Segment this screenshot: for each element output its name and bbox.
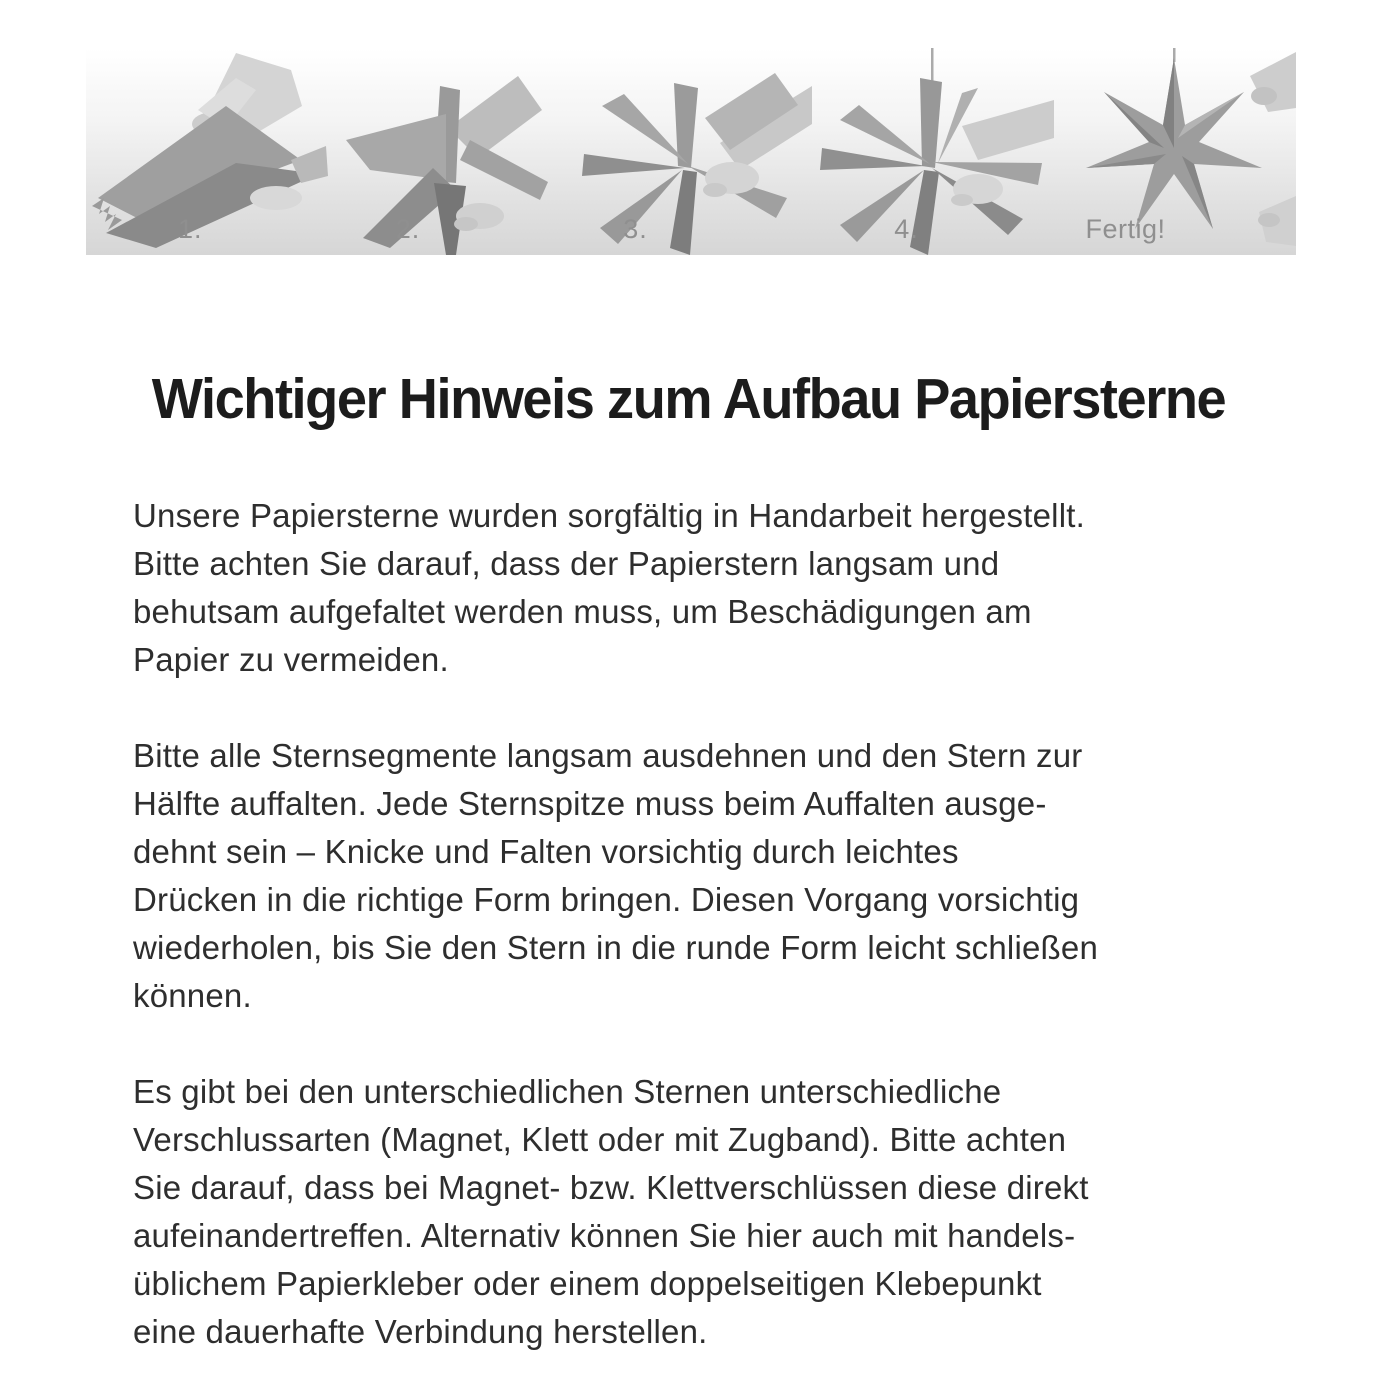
step-2-panel xyxy=(328,48,570,255)
text-line: Hälfte auffalten. Jede Sternspitze muss beim Auffalten ausge- xyxy=(133,785,1047,822)
assembly-steps-photo-strip xyxy=(86,48,1296,255)
step-3-panel xyxy=(570,48,812,255)
paragraph-handarbeit xyxy=(133,492,1273,684)
text-line: aufeinandertreffen. Alternativ können Sie hier auch mit handels- xyxy=(133,1217,1076,1254)
text-line: Bitte achten Sie darauf, dass der Papierstern langsam und xyxy=(133,545,1000,582)
text-line: Unsere Papiersterne wurden sorgfältig in Handarbeit hergestellt. xyxy=(133,497,1085,534)
step-1-label: 1. xyxy=(177,214,203,244)
folded-paper-star-step1-photo xyxy=(86,48,328,255)
text-line: können. xyxy=(133,977,252,1014)
text-line: eine dauerhafte Verbindung herstellen. xyxy=(133,1313,708,1350)
text-line: Sie darauf, dass bei Magnet- bzw. Klettverschlüssen diese direkt xyxy=(133,1169,1089,1206)
text-line: Es gibt bei den unterschiedlichen Sternen unterschiedliche xyxy=(133,1073,1002,1110)
text-line: Bitte alle Sternsegmente langsam ausdehnen und den Stern zur xyxy=(133,737,1083,774)
step-1-panel xyxy=(86,48,328,255)
paragraph-auffalten xyxy=(133,732,1273,1020)
text-line: dehnt sein – Knicke und Falten vorsichtig durch leichtes xyxy=(133,833,959,870)
page-title: Wichtiger Hinweis zum Aufbau Papiersterne xyxy=(151,367,1226,431)
step-2-label: 2. xyxy=(395,214,421,244)
text-line: üblichem Papierkleber oder einem doppelseitigen Klebepunkt xyxy=(133,1265,1042,1302)
opening-paper-star-step3-photo xyxy=(570,48,812,255)
step-3-label: 3. xyxy=(623,214,648,244)
text-line: Verschlussarten (Magnet, Klett oder mit Zugband). Bitte achten xyxy=(133,1121,1067,1158)
body-text xyxy=(133,492,1273,1377)
half-opened-paper-star-step2-photo xyxy=(328,48,570,255)
step-finished-panel xyxy=(1054,48,1296,255)
paragraph-verschluss xyxy=(133,1068,1273,1356)
step-finished-label: Fertig! xyxy=(1085,214,1166,244)
step-4-panel xyxy=(812,48,1054,255)
text-line: wiederholen, bis Sie den Stern in die runde Form leicht schließen xyxy=(133,929,1099,966)
almost-finished-paper-star-step4-photo xyxy=(812,48,1054,255)
text-line: Papier zu vermeiden. xyxy=(133,641,449,678)
step-4-label: 4. xyxy=(894,214,919,244)
text-line: behutsam aufgefaltet werden muss, um Beschädigungen am xyxy=(133,593,1032,630)
text-line: Drücken in die richtige Form bringen. Diesen Vorgang vorsichtig xyxy=(133,881,1080,918)
